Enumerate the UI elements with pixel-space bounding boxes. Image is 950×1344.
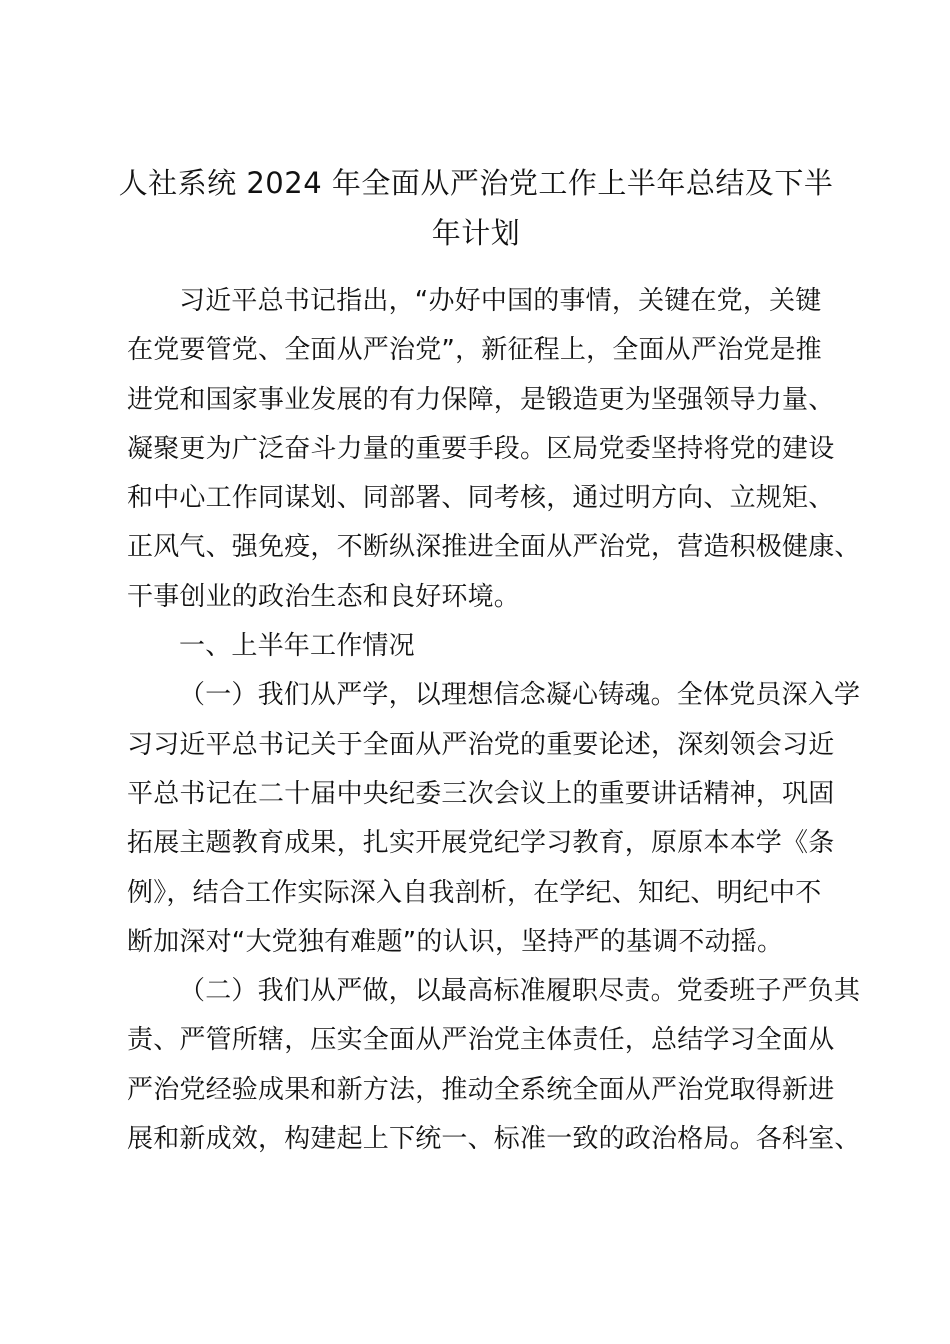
paragraph-line: 进党和国家事业发展的有力保障，是锻造更为坚强领导力量、 [127,384,835,415]
paragraph-line: 习近平总书记指出，“办好中国的事情，关键在党，关键 [179,286,822,316]
paragraph-line: 习习近平总书记关于全面从严治党的重要论述，深刻领会习近 [127,729,835,760]
paragraph-line: 在党要管党、全面从严治党”，新征程上，全面从严治党是推 [127,335,822,366]
paragraph-line: 严治党经验成果和新方法，推动全系统全面从严治党取得新进 [127,1074,835,1105]
paragraph-line: 和中心工作同谋划、同部署、同考核，通过明方向、立规矩、 [127,483,835,514]
paragraph-line: 责、严管所辖，压实全面从严治党主体责任，总结学习全面从 [127,1025,835,1056]
document-title [118,158,834,258]
title-line-2: 年计划 [431,216,521,250]
paragraph-line: （二）我们从严做，以最高标准履职尽责。党委班子严负其 [179,976,861,1007]
section-heading: 一、上半年工作情况 [179,631,415,662]
document-body [127,277,861,1164]
paragraph-line: 正风气、强免疫，不断纵深推进全面从严治党，营造积极健康、 [127,532,861,563]
paragraph-line: 凝聚更为广泛奋斗力量的重要手段。区局党委坚持将党的建设 [127,433,835,464]
paragraph-line: 拓展主题教育成果，扎实开展党纪学习教育，原原本本学《条 [127,828,835,859]
paragraph-line: 展和新成效，构建起上下统一、标准一致的政治格局。各科室、 [127,1124,861,1155]
title-line-1: 人社系统 2024 年全面从严治党工作上半年总结及下半 [118,166,834,200]
paragraph-line: 断加深对“大党独有难题”的认识，坚持严的基调不动摇。 [127,926,784,957]
paragraph-line: 例》，结合工作实际深入自我剖析，在学纪、知纪、明纪中不 [127,877,822,908]
paragraph-line: （一）我们从严学，以理想信念凝心铸魂。全体党员深入学 [179,680,861,711]
paragraph-line: 平总书记在二十届中央纪委三次会议上的重要讲话精神，巩固 [127,778,835,809]
paragraph-line: 干事创业的政治生态和良好环境。 [127,581,521,612]
